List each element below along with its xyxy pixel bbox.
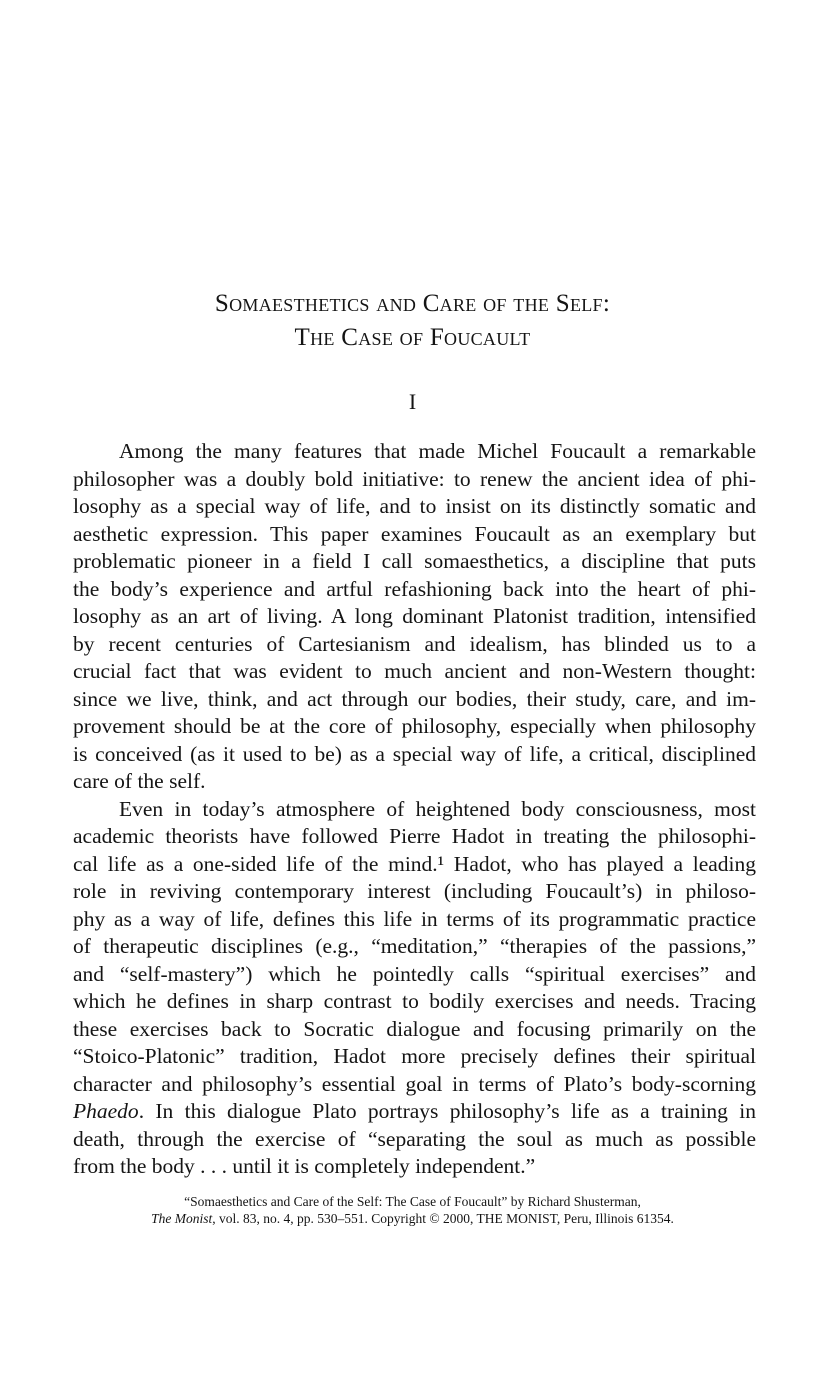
text-line: of therapeutic disciplines (e.g., “meditation,” “therapies of the passions,” [73,934,756,958]
text-line: phy as a way of life, defines this life in terms of its programmatic practice [73,906,756,931]
text-line: by recent centuries of Cartesianism and idealism, has blinded us to a [73,631,756,656]
text-line: Among the many features that made Michel Foucault a remarkable [119,439,756,463]
article-title-line-1: Somaesthetics and Care of the Self: [214,290,611,317]
text-line: which he defines in sharp contrast to bodily exercises and needs. Tracing [73,989,756,1013]
text-line: death, through the exercise of “separating the soul as much as possible [73,1126,756,1151]
text-line: from the body . . . until it is completely independent.” [73,1154,536,1178]
footnote-details: , vol. 83, no. 4, pp. 530–551. Copyright © 2000, THE MONIST, Peru, Illinois 61354. [212,1211,674,1226]
text-line: crucial fact that was evident to much ancient and non-Western thought: [73,659,756,683]
text-run: . In this dialogue Plato portrays philosophy’s life as a training in [138,1099,756,1123]
text-line: provement should be at the core of philosophy, especially when philosophy [73,714,756,738]
article-title-line-2: The Case of Foucault [294,324,531,351]
citation-footnote [0,1193,825,1227]
text-line: “Stoico-Platonic” tradition, Hadot more precisely defines their spiritual [73,1044,756,1068]
italic-title: Phaedo [73,1099,139,1123]
text-line: aesthetic expression. This paper examines Foucault as an exemplary but [73,521,756,546]
text-line: role in reviving contemporary interest (including Foucault’s) in philoso- [73,879,756,903]
section-number: I [408,389,417,414]
text-line: these exercises back to Socratic dialogue and focusing primarily on the [73,1016,756,1041]
text-line [73,1098,756,1126]
journal-name: The Monist [151,1211,213,1226]
paragraph-1 [73,438,756,796]
text-line: losophy as an art of living. A long dominant Platonist tradition, intensified [73,604,756,628]
text-line: Even in today’s atmosphere of heightened body consciousness, most [119,796,756,821]
text-line: is conceived (as it used to be) as a special way of life, a critical, disciplined [73,741,756,766]
text-line: problematic pioneer in a field I call somaesthetics, a discipline that puts [73,549,756,573]
article-body [73,438,756,1181]
footnote-line-2 [0,1210,825,1227]
text-line: care of the self. [73,769,206,793]
text-line: philosopher was a doubly bold initiative: to renew the ancient idea of phi- [73,466,756,491]
text-line: the body’s experience and artful refashioning back into the heart of phi- [73,576,756,601]
text-line: losophy as a special way of life, and to insist on its distinctly somatic and [73,494,756,518]
footnote-line-1: “Somaesthetics and Care of the Self: The Case of Foucault” by Richard Shusterman, [184,1194,641,1209]
paragraph-2 [73,796,756,1181]
text-line: cal life as a one-sided life of the mind.¹ Hadot, who has played a leading [73,851,756,876]
text-line: and “self-mastery”) which he pointedly calls “spiritual exercises” and [73,961,756,986]
text-line: since we live, think, and act through our bodies, their study, care, and im- [73,686,756,711]
text-line: character and philosophy’s essential goal in terms of Plato’s body-scorning [73,1071,756,1096]
text-line: academic theorists have followed Pierre Hadot in treating the philosophi- [73,824,756,848]
